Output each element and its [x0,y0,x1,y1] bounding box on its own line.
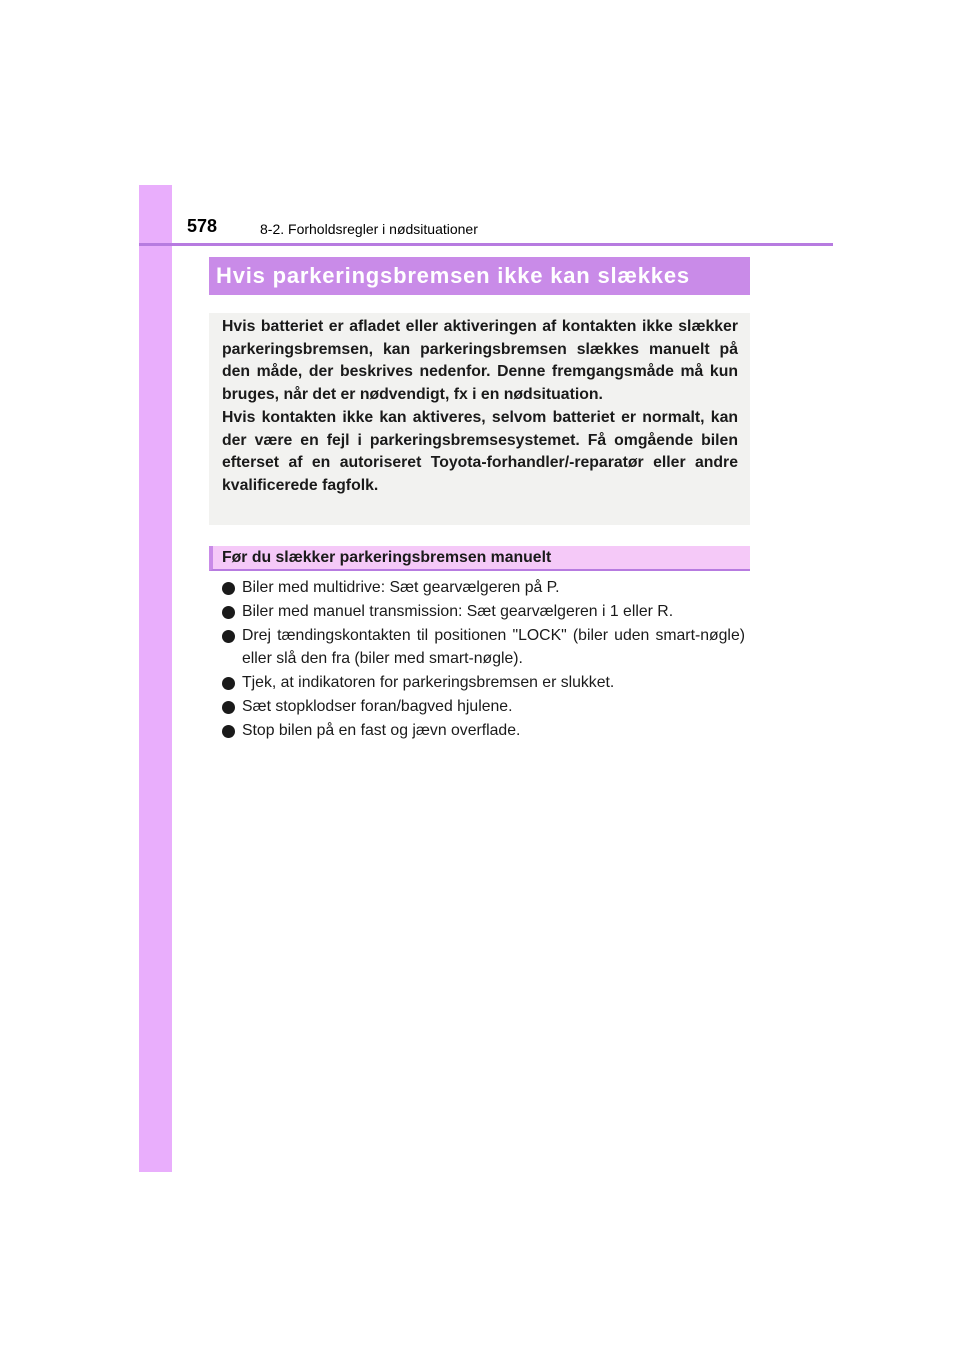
section-reference: 8-2. Forholdsregler i nødsituationer [260,221,478,237]
sub-heading [209,546,750,571]
bullet-icon [222,582,235,595]
bullet-icon [222,630,235,643]
notice-paragraph: Hvis batteriet er afladet eller aktiveringen af kontakten ikke slækker parkeringsbremsen, kan parkeringsbremsen slækkes manuelt på den måde, der beskrives nedenfor. Denne fremgangsmåde må kun bruges, når det er nødvendigt, fx i en nødsituation. [222,318,738,404]
notice-paragraph: Hvis kontakten ikke kan aktiveres, selvom batteriet er normalt, kan der være en fejl i parkeringsbremsesystemet. Få omgående bilen efterset af en autoriseret Toyota-forhandler/-reparatør eller andre kvalificerede fagfolk. [222,408,738,494]
sub-heading-title: Før du slækker parkeringsbremsen manuelt [222,548,552,566]
list-item [222,696,745,719]
side-tab-bar [139,185,172,1172]
list-item [222,625,745,670]
list-item [222,720,745,743]
list-item-text: Stop bilen på en fast og jævn overflade. [242,722,521,740]
list-item [222,577,745,600]
header-rule [139,243,833,246]
bullet-icon [222,725,235,738]
list-item-text: Drej tændingskontakten til positionen "LOCK" (biler uden smart-nøgle) eller slå den fra (biler med smart-nøgle). [242,627,745,667]
bullet-icon [222,701,235,714]
bullet-icon [222,677,235,690]
list-item-text: Sæt stopklodser foran/bagved hjulene. [242,698,513,716]
list-item [222,672,745,695]
list-item-text: Biler med manuel transmission: Sæt gearvælgeren i 1 eller R. [242,603,674,621]
bullet-icon [222,606,235,619]
list-item-text: Tjek, at indikatoren for parkeringsbremsen er slukket. [242,674,615,692]
instruction-list [222,577,745,745]
notice-box [209,313,750,525]
list-item-text: Biler med multidrive: Sæt gearvælgeren på P. [242,579,560,596]
page-number: 578 [187,216,218,236]
title-banner [209,257,750,295]
page-title: Hvis parkeringsbremsen ikke kan slækkes [216,263,690,288]
list-item [222,601,745,624]
